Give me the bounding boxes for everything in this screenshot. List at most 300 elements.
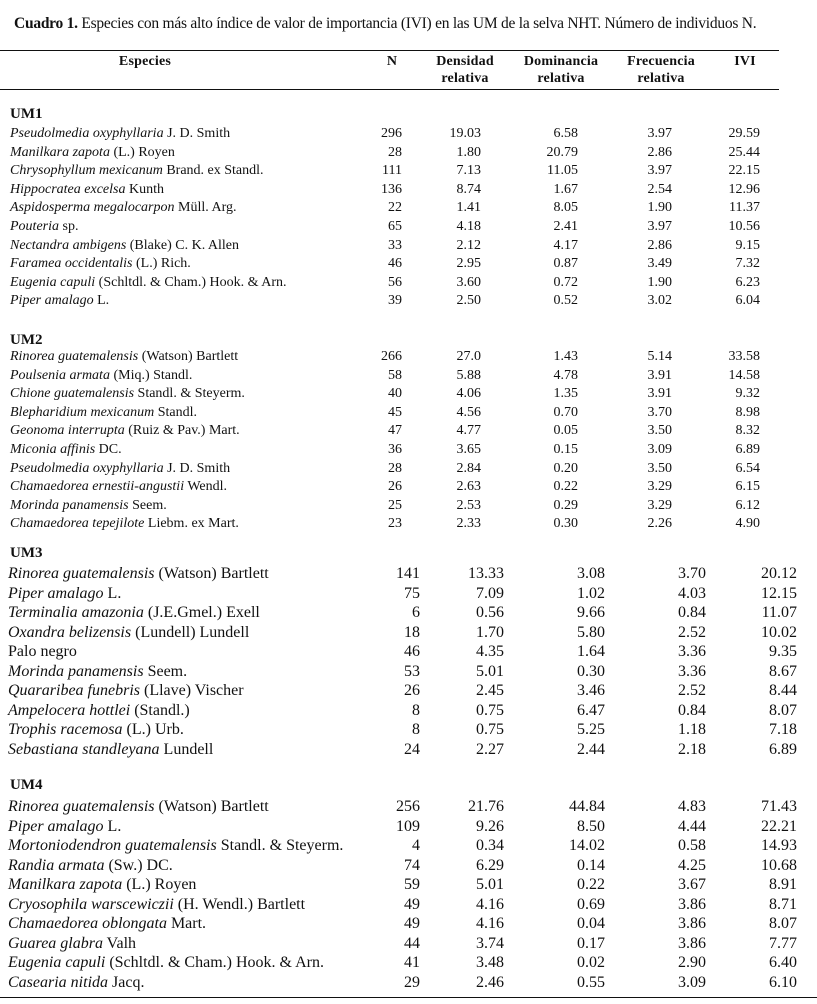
species-author: Liebm. ex Mart. [144, 516, 239, 532]
section-label: UM2 [10, 332, 43, 348]
species-name: Randia armata [8, 856, 105, 874]
species-cell [8, 624, 249, 642]
cell-n: 141 [396, 565, 420, 582]
cell-dom: 8.50 [577, 817, 605, 835]
cell-dom: 0.29 [553, 497, 578, 513]
table-bottom-rule [0, 997, 817, 998]
table-row [0, 954, 817, 973]
cell-dom: 1.64 [577, 643, 605, 660]
cell-n: 111 [382, 163, 402, 179]
species-cell [10, 200, 236, 216]
cell-ivi: 14.93 [761, 837, 797, 854]
species-author: L. [103, 584, 122, 602]
species-name: Piper amalago [10, 293, 94, 309]
cell-frec: 3.09 [647, 442, 672, 457]
cell-dens: 6.29 [476, 856, 504, 874]
table-row [0, 721, 817, 740]
species-cell [8, 818, 121, 836]
species-author: Wendl. [184, 479, 228, 495]
cell-dens: 2.63 [456, 479, 481, 495]
species-cell [10, 275, 286, 291]
cell-frec: 1.18 [678, 721, 706, 738]
species-cell [8, 876, 196, 894]
cell-dens: 5.88 [456, 367, 481, 383]
cell-dens: 7.09 [476, 584, 504, 602]
species-author: (J.E.Gmel.) Exell [143, 604, 260, 621]
cell-ivi: 11.37 [729, 200, 760, 216]
cell-n: 39 [388, 293, 402, 309]
species-cell [10, 442, 122, 458]
species-author: (L.) Royen [122, 876, 197, 893]
table-row [0, 442, 817, 461]
cell-frec: 2.18 [678, 740, 706, 758]
header-frecuencia-line1: Frecuencia [627, 54, 695, 69]
species-name: Rinorea guatemalensis [8, 565, 155, 582]
table-row [0, 604, 817, 623]
cell-ivi: 6.23 [735, 274, 760, 290]
cell-ivi: 6.89 [769, 740, 797, 758]
cell-dens: 27.0 [456, 349, 481, 364]
cell-dom: 0.55 [577, 973, 605, 991]
table-row [0, 915, 817, 934]
species-author: (Standl.) [130, 701, 190, 719]
cell-frec: 3.70 [678, 565, 706, 582]
cell-ivi: 14.58 [728, 367, 760, 383]
cell-dens: 1.70 [476, 623, 504, 641]
cell-ivi: 6.15 [735, 479, 760, 495]
cell-dom: 0.05 [553, 423, 578, 439]
cell-dens: 2.53 [456, 497, 481, 513]
species-name: Trophis racemosa [8, 721, 123, 738]
caption-text: Especies con más alto índice de valor de importancia (IVI) en las UM de la selva NHT. Número de individuos N. [77, 15, 757, 32]
cell-ivi: 6.89 [735, 442, 760, 457]
section-label: UM1 [10, 106, 43, 122]
cell-dens: 3.48 [476, 954, 504, 971]
cell-n: 23 [388, 516, 402, 532]
cell-frec: 2.26 [647, 516, 672, 532]
header-frecuencia [615, 53, 707, 87]
cell-frec: 0.58 [678, 837, 706, 854]
species-name: Quararibea funebris [8, 682, 140, 699]
species-cell [8, 935, 136, 953]
table-row [0, 565, 817, 584]
cell-dens: 13.33 [468, 565, 504, 582]
species-name: Morinda panamensis [10, 497, 129, 513]
cell-dom: 0.87 [553, 256, 578, 272]
species-cell [10, 368, 192, 384]
cell-n: 26 [388, 479, 402, 495]
species-author: J. D. Smith [163, 460, 231, 476]
species-author: (Watson) Bartlett [138, 349, 239, 364]
species-cell [10, 145, 175, 161]
header-densidad-line1: Densidad [436, 54, 494, 69]
species-author: L. [103, 817, 122, 835]
cell-dens: 7.13 [456, 163, 481, 179]
table-row [0, 163, 817, 182]
species-cell [10, 386, 245, 402]
cell-n: 47 [388, 423, 402, 439]
cell-frec: 5.14 [647, 349, 672, 364]
species-cell [8, 896, 305, 914]
species-cell [10, 349, 238, 365]
cell-dom: 0.30 [553, 516, 578, 532]
species-author: (Watson) Bartlett [154, 798, 269, 815]
cell-dens: 21.76 [468, 798, 504, 815]
species-name: Blepharidium mexicanum [10, 404, 155, 420]
cell-n: 109 [396, 817, 420, 835]
species-cell [10, 256, 191, 272]
species-cell [10, 293, 109, 309]
cell-ivi: 7.32 [735, 256, 760, 272]
cell-dens: 2.50 [456, 293, 481, 309]
species-name: Geonoma interrupta [10, 423, 125, 439]
cell-n: 49 [404, 915, 420, 932]
cell-n: 44 [404, 934, 420, 952]
cell-dens: 2.12 [456, 237, 481, 253]
table-row [0, 479, 817, 498]
cell-ivi: 12.96 [728, 181, 760, 197]
cell-ivi: 22.15 [728, 163, 760, 179]
cell-ivi: 6.54 [735, 460, 760, 476]
species-cell [10, 238, 239, 254]
cell-frec: 2.54 [647, 181, 672, 197]
cell-n: 36 [388, 442, 402, 457]
cell-ivi: 6.10 [769, 973, 797, 991]
table-row [0, 935, 817, 954]
species-cell [10, 163, 264, 179]
cell-ivi: 9.35 [769, 643, 797, 660]
cell-n: 46 [388, 256, 402, 272]
species-name: Ampelocera hottlei [8, 701, 131, 719]
cell-dens: 2.33 [456, 516, 481, 532]
species-name: Pouteria [10, 219, 59, 234]
cell-n: 26 [404, 682, 420, 699]
species-author: Seem. [143, 662, 188, 680]
cell-ivi: 11.07 [761, 604, 797, 621]
cell-ivi: 8.07 [769, 915, 797, 932]
species-author: (Blake) C. K. Allen [126, 237, 240, 253]
cell-ivi: 10.56 [728, 219, 760, 234]
cell-ivi: 22.21 [761, 817, 797, 835]
cell-dom: 14.02 [569, 837, 605, 854]
cell-dens: 0.34 [476, 837, 504, 854]
species-cell [10, 498, 167, 514]
cell-n: 28 [388, 144, 402, 160]
cell-ivi: 9.32 [735, 386, 760, 402]
cell-n: 46 [404, 643, 420, 660]
header-frecuencia-line2: relativa [637, 71, 685, 86]
species-author: (Schltdl. & Cham.) Hook. & Arn. [95, 274, 287, 290]
cell-n: 45 [388, 404, 402, 420]
species-cell [8, 682, 244, 700]
species-author: Seem. [128, 497, 167, 513]
species-author: Valh [102, 934, 137, 952]
cell-dens: 0.75 [476, 721, 504, 738]
cell-dom: 1.35 [553, 386, 578, 402]
species-name: Cryosophila warscewiczii [8, 895, 174, 913]
table-row [0, 741, 817, 760]
cell-n: 266 [381, 349, 402, 364]
species-name: Aspidosperma megalocarpon [10, 200, 175, 216]
cell-dom: 0.30 [577, 662, 605, 680]
table-row [0, 126, 817, 145]
header-ivi: IVI [734, 54, 756, 69]
species-cell [8, 643, 77, 661]
species-author: (H. Wendl.) Bartlett [173, 895, 306, 913]
species-cell [8, 721, 184, 739]
cell-dens: 8.74 [456, 181, 481, 197]
table-caption [14, 15, 756, 33]
cell-frec: 3.50 [647, 460, 672, 476]
cell-dens: 2.95 [456, 256, 481, 272]
species-name: Poulsenia armata [10, 367, 110, 383]
table-row [0, 200, 817, 219]
species-name: Eugenia capuli [10, 274, 96, 290]
cell-dens: 4.56 [456, 404, 481, 420]
cell-frec: 3.86 [678, 915, 706, 932]
cell-ivi: 20.12 [761, 565, 797, 582]
cell-frec: 3.29 [647, 497, 672, 513]
cell-ivi: 33.58 [728, 349, 760, 364]
cell-dom: 0.20 [553, 460, 578, 476]
cell-dens: 2.27 [476, 740, 504, 758]
cell-dom: 0.52 [553, 293, 578, 309]
cell-frec: 2.86 [647, 144, 672, 160]
species-name: Pseudolmedia oxyphyllaria [10, 460, 164, 476]
cell-dom: 9.66 [577, 604, 605, 621]
species-author: (L.) Royen [109, 144, 175, 160]
cell-dens: 9.26 [476, 817, 504, 835]
table-row [0, 461, 817, 480]
species-author: (Miq.) Standl. [109, 367, 193, 383]
species-name: Oxandra belizensis [8, 623, 132, 641]
species-name: Eugenia capuli [8, 954, 106, 971]
table-row [0, 293, 817, 312]
species-name: Rinorea guatemalensis [8, 798, 155, 815]
cell-dens: 5.01 [476, 876, 504, 893]
species-name: Guarea glabra [8, 934, 103, 952]
table-row [0, 818, 817, 837]
table-row [0, 837, 817, 856]
species-name: Nectandra ambigens [10, 237, 127, 253]
species-cell [10, 219, 78, 235]
cell-dom: 5.25 [577, 721, 605, 738]
species-cell [10, 479, 227, 495]
species-name: Piper amalago [8, 584, 104, 602]
species-name: Manilkara zapota [10, 144, 110, 160]
cell-frec: 3.97 [647, 163, 672, 179]
cell-n: 4 [412, 837, 420, 854]
cell-n: 25 [388, 497, 402, 513]
cell-dens: 3.65 [456, 442, 481, 457]
cell-dom: 0.69 [577, 895, 605, 913]
cell-n: 75 [404, 584, 420, 602]
cell-dom: 6.47 [577, 701, 605, 719]
cell-dom: 0.04 [577, 915, 605, 932]
species-cell [10, 461, 230, 477]
species-cell [10, 516, 239, 532]
cell-n: 74 [404, 856, 420, 874]
cell-dom: 5.80 [577, 623, 605, 641]
table-row [0, 624, 817, 643]
species-name: Terminalia amazonia [8, 604, 144, 621]
table-row [0, 974, 817, 993]
cell-dom: 1.02 [577, 584, 605, 602]
species-cell [8, 565, 269, 583]
cell-frec: 1.90 [647, 200, 672, 216]
cell-frec: 4.83 [678, 798, 706, 815]
cell-dens: 1.41 [456, 200, 481, 216]
cell-frec: 3.91 [647, 386, 672, 402]
cell-frec: 0.84 [678, 701, 706, 719]
table-row [0, 682, 817, 701]
cell-ivi: 8.32 [735, 423, 760, 439]
cell-dens: 1.80 [456, 144, 481, 160]
species-name: Miconia affinis [10, 442, 96, 457]
cell-ivi: 6.04 [735, 293, 760, 309]
species-author: Jacq. [108, 973, 145, 991]
cell-frec: 0.84 [678, 604, 706, 621]
cell-ivi: 10.68 [761, 856, 797, 874]
cell-frec: 4.44 [678, 817, 706, 835]
species-cell [8, 585, 121, 603]
cell-dens: 3.74 [476, 934, 504, 952]
species-name: Rinorea guatemalensis [10, 349, 139, 364]
header-n: N [386, 54, 398, 69]
cell-dom: 11.05 [547, 163, 578, 179]
section-label: UM4 [10, 777, 43, 793]
table-row [0, 256, 817, 275]
species-name: Hippocratea excelsa [10, 181, 126, 197]
cell-dom: 6.58 [553, 126, 578, 141]
species-author: (Lundell) Lundell [131, 623, 250, 641]
cell-dens: 2.46 [476, 973, 504, 991]
table-row [0, 368, 817, 387]
species-name: Casearia nitida [8, 973, 109, 991]
table-row [0, 405, 817, 424]
species-author: (Watson) Bartlett [154, 565, 269, 582]
cell-n: 56 [388, 274, 402, 290]
table-row [0, 896, 817, 915]
cell-frec: 3.97 [647, 126, 672, 141]
cell-dom: 0.17 [577, 934, 605, 952]
cell-dom: 2.44 [577, 740, 605, 758]
cell-dens: 4.16 [476, 915, 504, 932]
cell-n: 6 [412, 604, 420, 621]
cell-dens: 0.56 [476, 604, 504, 621]
table-row [0, 702, 817, 721]
cell-dom: 0.15 [553, 442, 578, 457]
cell-dens: 2.84 [456, 460, 481, 476]
cell-dens: 19.03 [449, 126, 481, 141]
species-cell [10, 423, 240, 439]
species-name: Mortoniodendron guatemalensis [8, 837, 217, 854]
cell-frec: 3.86 [678, 895, 706, 913]
cell-n: 29 [404, 973, 420, 991]
species-author: DC. [95, 442, 122, 457]
cell-n: 18 [404, 623, 420, 641]
cell-n: 28 [388, 460, 402, 476]
species-author: Mart. [166, 915, 207, 932]
cell-frec: 2.86 [647, 237, 672, 253]
species-cell [8, 741, 213, 759]
species-author: Standl. & Steyerm. [134, 386, 245, 402]
cell-dom: 3.08 [577, 565, 605, 582]
cell-ivi: 8.71 [769, 895, 797, 913]
species-author: (Ruiz & Pav.) Mart. [124, 423, 240, 439]
cell-frec: 1.90 [647, 274, 672, 290]
header-bottom-rule [0, 89, 779, 90]
cell-dom: 4.17 [553, 237, 578, 253]
cell-ivi: 7.18 [769, 721, 797, 738]
table-row [0, 275, 817, 294]
table-row [0, 182, 817, 201]
cell-n: 8 [412, 721, 420, 738]
species-name: Faramea occidentalis [10, 256, 133, 272]
species-author: Lundell [159, 740, 214, 758]
species-name: Chamaedorea tepejilote [10, 516, 145, 532]
cell-frec: 3.67 [678, 876, 706, 893]
species-cell [8, 798, 269, 816]
cell-ivi: 9.15 [735, 237, 760, 253]
cell-dens: 4.06 [456, 386, 481, 402]
cell-dom: 1.43 [553, 349, 578, 364]
cell-n: 53 [404, 662, 420, 680]
species-cell [8, 604, 260, 622]
cell-n: 49 [404, 895, 420, 913]
cell-n: 59 [404, 876, 420, 893]
species-name: Chamaedorea ernestii-angustii [10, 479, 185, 495]
species-author: L. [93, 293, 110, 309]
species-author: J. D. Smith [163, 126, 231, 141]
cell-dom: 44.84 [569, 798, 605, 815]
cell-frec: 3.86 [678, 934, 706, 952]
cell-frec: 3.49 [647, 256, 672, 272]
cell-n: 136 [381, 181, 402, 197]
cell-ivi: 8.98 [735, 404, 760, 420]
table-row [0, 857, 817, 876]
cell-frec: 4.25 [678, 856, 706, 874]
species-name: Manilkara zapota [8, 876, 123, 893]
cell-dom: 0.70 [553, 404, 578, 420]
cell-dom: 0.14 [577, 856, 605, 874]
table-row [0, 516, 817, 535]
cell-dom: 20.79 [546, 144, 578, 160]
species-author: Standl. [154, 404, 198, 420]
cell-ivi: 8.44 [769, 682, 797, 699]
species-name: Morinda panamensis [8, 662, 144, 680]
cell-dens: 4.35 [476, 643, 504, 660]
cell-frec: 3.50 [647, 423, 672, 439]
cell-dom: 0.72 [553, 274, 578, 290]
header-dominancia-line2: relativa [537, 71, 585, 86]
species-author: (L.) Rich. [132, 256, 191, 272]
cell-dom: 0.22 [577, 876, 605, 893]
species-cell [8, 702, 190, 720]
species-author: (Schltdl. & Cham.) Hook. & Arn. [105, 954, 324, 971]
cell-ivi: 29.59 [728, 126, 760, 141]
cell-dom: 0.22 [553, 479, 578, 495]
species-name: Pseudolmedia oxyphyllaria [10, 126, 164, 141]
cell-n: 40 [388, 386, 402, 402]
species-cell [10, 182, 164, 198]
header-dominancia [515, 53, 607, 87]
header-dominancia-line1: Dominancia [523, 54, 599, 69]
species-author: Palo negro [8, 643, 77, 660]
species-author: (Llave) Vischer [140, 682, 244, 699]
cell-ivi: 8.07 [769, 701, 797, 719]
cell-n: 41 [404, 954, 420, 971]
